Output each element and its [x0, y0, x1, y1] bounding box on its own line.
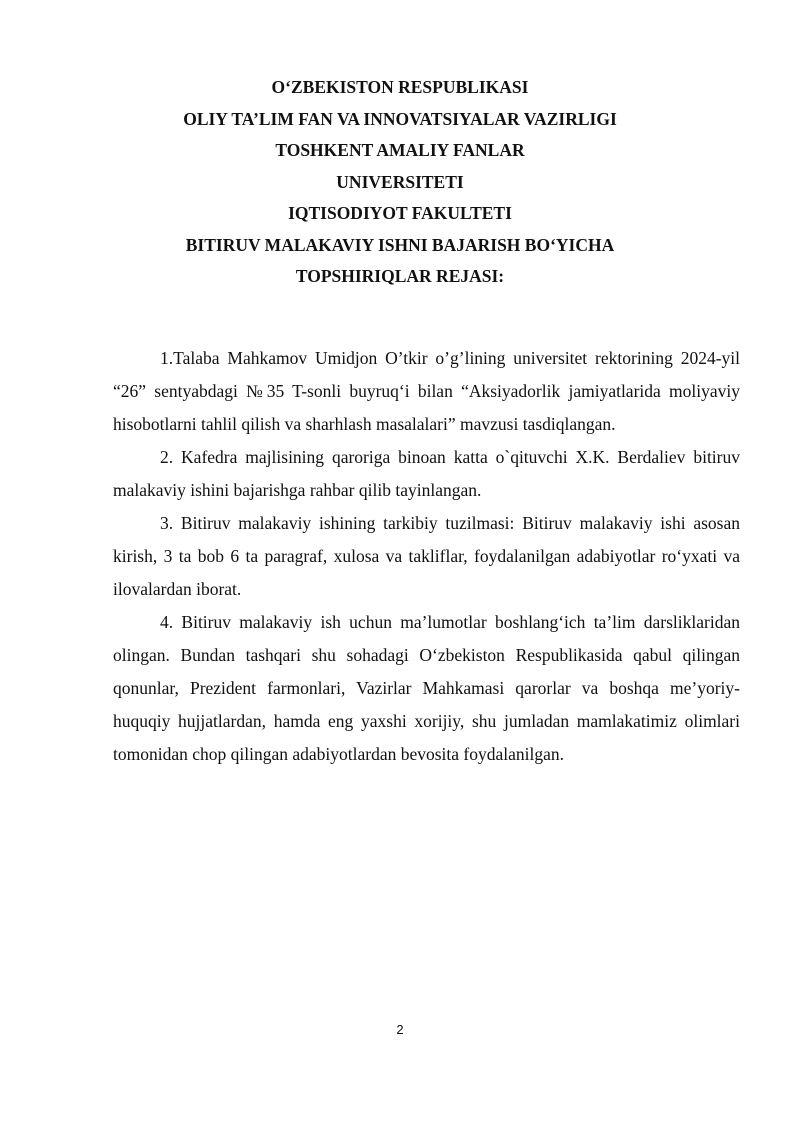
paragraph-2-supervisor: 2. Kafedra majlisining qaroriga binoan katta o`qituvchi X.K. Berdaliev bitiruv malakaviy ishini bajarishga rahbar qilib tayinlangan.: [113, 447, 740, 500]
header-plan-title: BITIRUV MALAKAVIY ISHNI BAJARISH BO‘YICHA: [185, 234, 615, 255]
header-plan-subtitle: TOPSHIRIQLAR REJASI:: [295, 266, 505, 286]
header-faculty: IQTISODIYOT FAKULTETI: [288, 203, 512, 223]
document-header: [60, 72, 740, 293]
header-country: O‘ZBEKISTON RESPUBLIKASI: [271, 77, 529, 97]
header-ministry: OLIY TA’LIM FAN VA INNOVATSIYALAR VAZIRLIGI: [183, 108, 617, 129]
paragraph-1-topic-approval: 1.Talaba Mahkamov Umidjon O’tkir o’g’lining universitet rektorining 2024-yil “26” sentyabdagi №35 T-sonli buyruq‘i bilan “Aksiyadorlik jamiyatlarida moliyaviy hisobotlarni tahlil qilish va sharhlash masalalari” mavzusi tasdiqlangan.: [113, 348, 740, 434]
paragraph-4-sources: 4. Bitiruv malakaviy ish uchun ma’lumotlar boshlang‘ich ta’lim darsliklaridan olingan. Bundan tashqari shu sohadagi O‘zbekiston Respublikasida qabul qilingan qonunlar, Prezident farmonlari, Vazirlar Mahkamasi qarorlar va boshqa me’yoriy-huquqiy hujjatlardan, hamda eng yaxshi xorijiy, shu jumladan mamlakatimiz olimlari tomonidan chop qilingan adabiyotlardan bevosita foydalanilgan.: [113, 612, 740, 764]
header-university-word: UNIVERSITETI: [336, 171, 464, 192]
header-university-name: TOSHKENT AMALIY FANLAR: [275, 140, 525, 160]
page-number: 2: [396, 1022, 404, 1037]
paragraph-3-structure: 3. Bitiruv malakaviy ishining tarkibiy tuzilmasi: Bitiruv malakaviy ishi asosan kirish, 3 ta bob 6 ta paragraf, xulosa va takliflar, foydalanilgan adabiyotlar ro‘yxati va ilovalardan iborat.: [113, 513, 740, 599]
document-body: [113, 342, 740, 771]
